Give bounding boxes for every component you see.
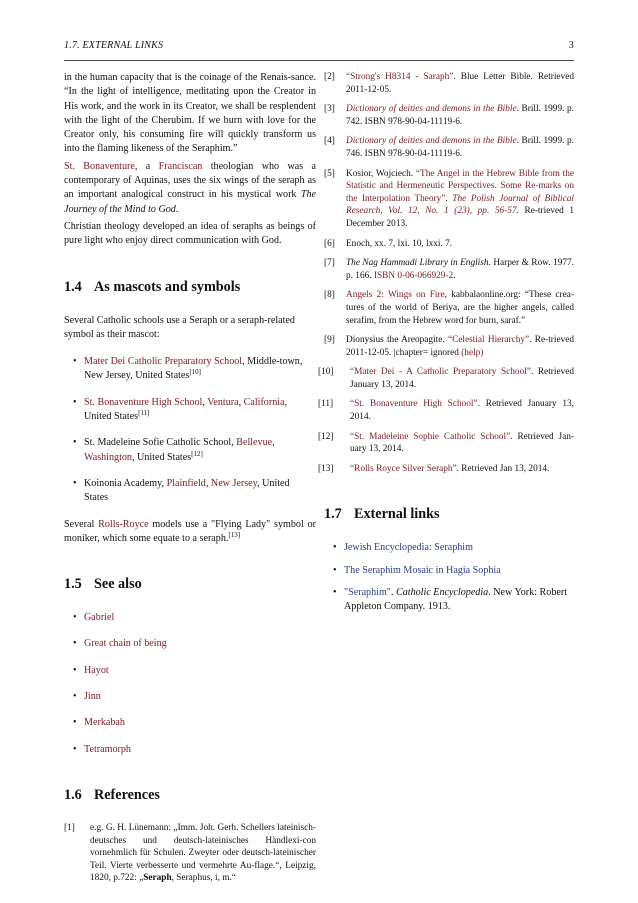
link-plainfield[interactable]: Plainfield (166, 477, 206, 489)
reference-item: [2] “Strong's H8314 - Saraph”. Blue Letter Bible. Retrieved 2011-12-05. (324, 72, 574, 95)
reference-item: [12] “St. Madeleine Sophie Catholic School”. Retrieved Jan-uary 13, 2014. (318, 431, 574, 455)
ref-link[interactable]: “Rolls Royce Silver Seraph” (350, 463, 457, 474)
work-title: The Journey of the Mind to God (64, 189, 316, 215)
reference-item: [13] “Rolls Royce Silver Seraph”. Retrieved Jan 13, 2014. (318, 463, 550, 474)
paragraph-rolls-royce: Several Rolls-Royce models use a "Flying Lady" symbol or moniker, which some equate to a seraph.[13] (64, 518, 316, 544)
link-seraphim-mosaic[interactable]: The Seraphim Mosaic in Hagia Sophia (344, 564, 501, 576)
paragraph-bonaventure: St. Bonaventure, a Franciscan theologian who was a contemporary of Aquinas, uses the six wings of the seraph as an important analogical construct in his mystical work The Journey of the Mind to God. (64, 160, 316, 215)
section-heading-1-5: 1.5 See also (64, 576, 142, 593)
ref-link[interactable]: “The Angel in the Hebrew Bible from the Statistic and Hermeneutic Perspectives. Some Re-marks on the Interpolation Theory” (346, 168, 574, 204)
link-california[interactable]: California (243, 396, 285, 408)
link-rolls-royce[interactable]: Rolls-Royce (98, 518, 149, 530)
link-hayot[interactable]: Hayot (84, 664, 109, 676)
list-item (324, 541, 574, 555)
list-item (64, 716, 316, 730)
isbn-link[interactable]: ISBN 0-06-066929-2 (373, 270, 454, 281)
right-column (318, 71, 575, 627)
reference-item: [3] Dictionary of deities and demons in the Bible. Brill. 1999. p. 742. ISBN 978-90-04-11119-6. (324, 104, 574, 127)
list-item (64, 611, 316, 625)
ref-link-journal[interactable]: The Polish Journal of Biblical Research, Vol. 12, No. 1 (23), pp. 56-57 (346, 193, 574, 217)
header-title: 1.7. EXTERNAL LINKS (64, 40, 164, 51)
link-seraphim-catholic[interactable]: "Seraphim" (344, 587, 391, 599)
ref-link[interactable]: Angels 2: Wings on Fire (346, 290, 445, 301)
reference-list-left (64, 822, 316, 885)
paragraph-christian-theology: Christian theology developed an idea of seraphs as beings of pure light who enjoy direct communication with God. (64, 220, 316, 247)
link-washington[interactable]: Washington (84, 451, 132, 463)
header-rule (64, 60, 574, 61)
link-great-chain-of-being[interactable]: Great chain of being (84, 638, 167, 650)
reference-list-right (318, 71, 575, 475)
ref-link[interactable]: “Celestial Hierarchy” (447, 335, 530, 346)
list-item: • "Seraphim". Catholic Encyclopedia. New York: Robert Appleton Company. 1913. (324, 586, 574, 615)
link-jinn[interactable]: Jinn (84, 691, 101, 703)
section-heading-1-7: 1.7 External links (324, 506, 440, 523)
left-column (64, 71, 316, 892)
reference-item: [8] Angels 2: Wings on Fire, kabbalaonline.org: “These crea-tures of the world of Beriya, are the higher angels, called serafim, from the Hebrew word for burn, saraf.” (324, 290, 574, 326)
running-header (64, 40, 574, 54)
list-item: • St. Bonaventure High School, Ventura, California, United States[11] (64, 396, 316, 425)
reference-item: [9] Dionysius the Areopagite. “Celestial Hierarchy”. Re-trieved 2011-12-05. |chapter= ignored (help) (324, 335, 575, 358)
link-mater-dei[interactable]: Mater Dei Catholic Preparatory School (84, 356, 243, 368)
footnote-ref[interactable]: [10] (189, 368, 201, 377)
link-ventura[interactable]: Ventura (207, 396, 239, 408)
reference-item: [10] “Mater Dei - A Catholic Preparatory School”. Retrieved January 13, 2014. (318, 367, 574, 390)
reference-number: [1] (64, 822, 75, 833)
list-item (64, 743, 316, 757)
link-gabriel[interactable]: Gabriel (84, 612, 115, 624)
ref-link[interactable]: “Mater Dei - A Catholic Preparatory School” (350, 367, 531, 378)
reference-item: [7] The Nag Hammadi Library in English. Harper & Row. 1977. p. 166. ISBN 0-06-066929-2. (324, 258, 574, 281)
mascot-list (64, 355, 316, 505)
mascot-intro: Several Catholic schools use a Seraph or a seraph-related symbol as their mascot: (64, 314, 295, 340)
link-new-jersey[interactable]: New Jersey (210, 477, 258, 489)
footnote-ref[interactable]: [12] (191, 449, 203, 458)
reference-item: [4] Dictionary of deities and demons in the Bible. Brill. 1999. p. 746. ISBN 978-90-04-11119-6. (324, 136, 574, 159)
ref-link[interactable]: “Strong's H8314 - Saraph” (346, 72, 454, 82)
reference-item: [11] “St. Bonaventure High School”. Retrieved January 13, 2014. (318, 399, 574, 423)
see-also-list (64, 611, 316, 757)
link-tetramorph[interactable]: Tetramorph (84, 743, 131, 755)
link-franciscan[interactable]: Franciscan (158, 160, 203, 172)
list-item: • Koinonia Academy, Plainfield, New Jersey, United States (64, 477, 316, 506)
footnote-ref[interactable]: [11] (138, 409, 150, 418)
link-bellevue[interactable]: Bellevue (236, 437, 273, 449)
list-item (64, 637, 316, 651)
list-item: • St. Madeleine Sofie Catholic School, Bellevue, Washington, United States[12] (64, 436, 316, 465)
list-item (324, 564, 574, 578)
list-item: • Mater Dei Catholic Preparatory School, Middle-town, New Jersey, United States[10] (64, 355, 316, 384)
help-link[interactable]: (help) (461, 347, 484, 358)
link-jewish-encyclopedia[interactable]: Jewish Encyclopedia: Seraphim (344, 542, 473, 554)
section-heading-1-4: 1.4 As mascots and symbols (64, 278, 241, 295)
reference-item: [1] e.g. G. H. Lünemann: „Imm. Joh. Gerh. Schellers lateinisch-deutsches und deutsch-lateinisches Händlexi-con vornehmlich für Schulen. Zweyter oder deutsch-lateinischer Teil. Vierte verbesserte und vermehrte Au-flage.“, Leipzig, 1820, p.722: „Seraph, Seraphus, i, m.“ (64, 822, 316, 884)
footnote-ref[interactable]: [13] (228, 530, 241, 539)
external-links-list (324, 541, 574, 614)
reference-item: [5] Kosior, Wojciech. “The Angel in the Hebrew Bible from the Statistic and Hermeneutic Perspectives. Some Re-marks on the Interpolation Theory”. The Polish Journal of Biblical Research, Vol. 12, No. 1 (23), pp. 56-57. Re-trieved 1 December 2013. (324, 168, 574, 229)
list-item (64, 690, 316, 704)
link-st-bonaventure[interactable]: St. Bonaventure (64, 160, 135, 172)
ref-link[interactable]: Dictionary of deities and demons in the Bible (346, 104, 517, 115)
ref-link[interactable]: “St. Bonaventure High School” (350, 399, 478, 410)
ref-link[interactable]: “St. Madeleine Sophie Catholic School” (350, 431, 511, 442)
list-item (64, 664, 316, 678)
link-st-bonaventure-hs[interactable]: St. Bonaventure High School (84, 396, 203, 408)
section-heading-1-6: 1.6 References (64, 786, 160, 803)
paragraph-renaissance: in the human capacity that is the coinage of the Renais-sance. “In the light of intelligence, meditating upon the Creator in His work, and the work in its Creator, we shall be resplendent with the light of the Cherubim. If we burn with love for the Creator only, his consuming fire will quickly transform us into the flaming likeness of the Seraphim.” (64, 72, 316, 155)
ref-link[interactable]: Dictionary of deities and demons in the Bible (346, 136, 517, 147)
page-number: 3 (568, 40, 574, 51)
reference-item: [6] Enoch, xx. 7, lxi. 10, lxxi. 7. (324, 238, 453, 249)
link-merkabah[interactable]: Merkabah (84, 717, 125, 729)
